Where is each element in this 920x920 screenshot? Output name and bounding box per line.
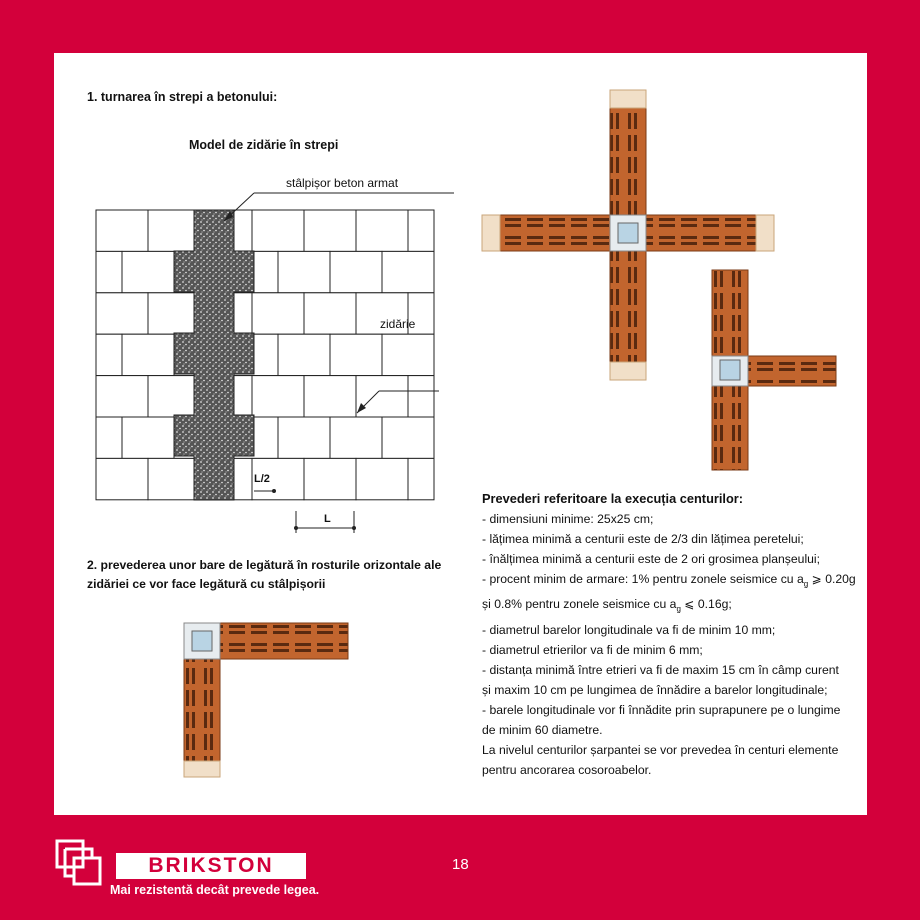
rule-line: - înălțimea minimă a centurii este de 2 ori grosimea planșeului;: [482, 552, 821, 566]
diagram-title: Model de zidărie în strepi: [189, 138, 339, 152]
brick: [304, 293, 356, 334]
brikston-logo-icon: [54, 838, 104, 888]
brick: [304, 210, 356, 251]
reinforced-concrete-column: [174, 210, 254, 500]
rule-line: - procent minim de armare: 1% pentru zonele seismice cu $a_g$ ⩾ 0.20g: [482, 572, 856, 589]
rule-line: - diametrul etrierilor va fi de minim 6 mm;: [482, 642, 703, 657]
brick: [148, 293, 200, 334]
label-length: L: [324, 513, 331, 525]
page-number: 18: [452, 856, 469, 873]
brick: [252, 210, 304, 251]
brick: [96, 417, 122, 458]
brick: [304, 376, 356, 417]
brick: [330, 417, 382, 458]
brick: [304, 458, 356, 499]
brick: [96, 376, 148, 417]
rule-line: și maxim 10 cm pe lungimea de înnădire a barelor longitudinale;: [482, 682, 828, 697]
brick: [382, 251, 434, 292]
brick: [356, 210, 408, 251]
brick: [96, 458, 148, 499]
brick: [96, 210, 148, 251]
brick: [278, 251, 330, 292]
brick: [278, 417, 330, 458]
rule-line: - distanța minimă între etrieri va fi de maxim 15 cm în câmp curent: [482, 662, 839, 677]
brick: [122, 334, 174, 375]
corner-block-illustration: [182, 621, 352, 781]
rule-line: La nivelul centurilor șarpantei se vor prevedea în centuri elemente: [482, 742, 839, 757]
brick: [408, 458, 434, 499]
brick: [148, 210, 200, 251]
brick: [96, 334, 122, 375]
section2-heading-line2: zidăriei ce vor face legătură cu stâlpișorii: [87, 577, 326, 591]
brick: [96, 293, 148, 334]
brick: [252, 293, 304, 334]
brick: [122, 417, 174, 458]
page-sheet: [54, 53, 867, 815]
brick: [356, 458, 408, 499]
brick: [330, 251, 382, 292]
brick: [122, 251, 174, 292]
rules-title: Prevederi referitoare la execuția centurilor:: [482, 491, 744, 506]
rule-line: - lățimea minimă a centurii este de 2/3 din lățimea peretelui;: [482, 532, 804, 546]
section1-heading: 1. turnarea în strepi a betonului:: [87, 90, 278, 104]
label-half-length: L/2: [254, 473, 270, 485]
rule-line: pentru ancorarea cosoroabelor.: [482, 762, 652, 777]
section2-heading-line1: 2. prevederea unor bare de legătură în rosturile orizontale ale: [87, 558, 442, 572]
brick: [356, 376, 408, 417]
brick: [330, 334, 382, 375]
masonry-strips-diagram: [74, 173, 474, 543]
brick: [96, 251, 122, 292]
brick: [148, 376, 200, 417]
brick: [252, 376, 304, 417]
rule-line: și 0.8% pentru zonele seismice cu $a_g$ ⩽ 0.16g;: [482, 597, 732, 614]
brick: [382, 334, 434, 375]
brick: [148, 458, 200, 499]
brick: [408, 376, 434, 417]
t-block-illustration: [710, 268, 840, 478]
belt-rules: [482, 489, 856, 780]
rule-line: - barele longitudinale vor fi înnădite prin suprapunere pe o lungime: [482, 702, 841, 717]
rule-line: - diametrul barelor longitudinale va fi de minim 10 mm;: [482, 622, 776, 637]
brick: [382, 417, 434, 458]
brand-name: BRIKSTON: [116, 853, 306, 879]
brick: [408, 210, 434, 251]
brick: [278, 334, 330, 375]
label-masonry: zidărie: [380, 317, 416, 331]
label-reinforced-column: stâlpișor beton armat: [286, 176, 399, 190]
rule-line: de minim 60 diametre.: [482, 722, 603, 737]
rule-line: - dimensiuni minime: 25x25 cm;: [482, 512, 654, 526]
brick-wall: [96, 210, 434, 500]
brand-tagline: Mai rezistentă decât prevede legea.: [110, 883, 320, 897]
